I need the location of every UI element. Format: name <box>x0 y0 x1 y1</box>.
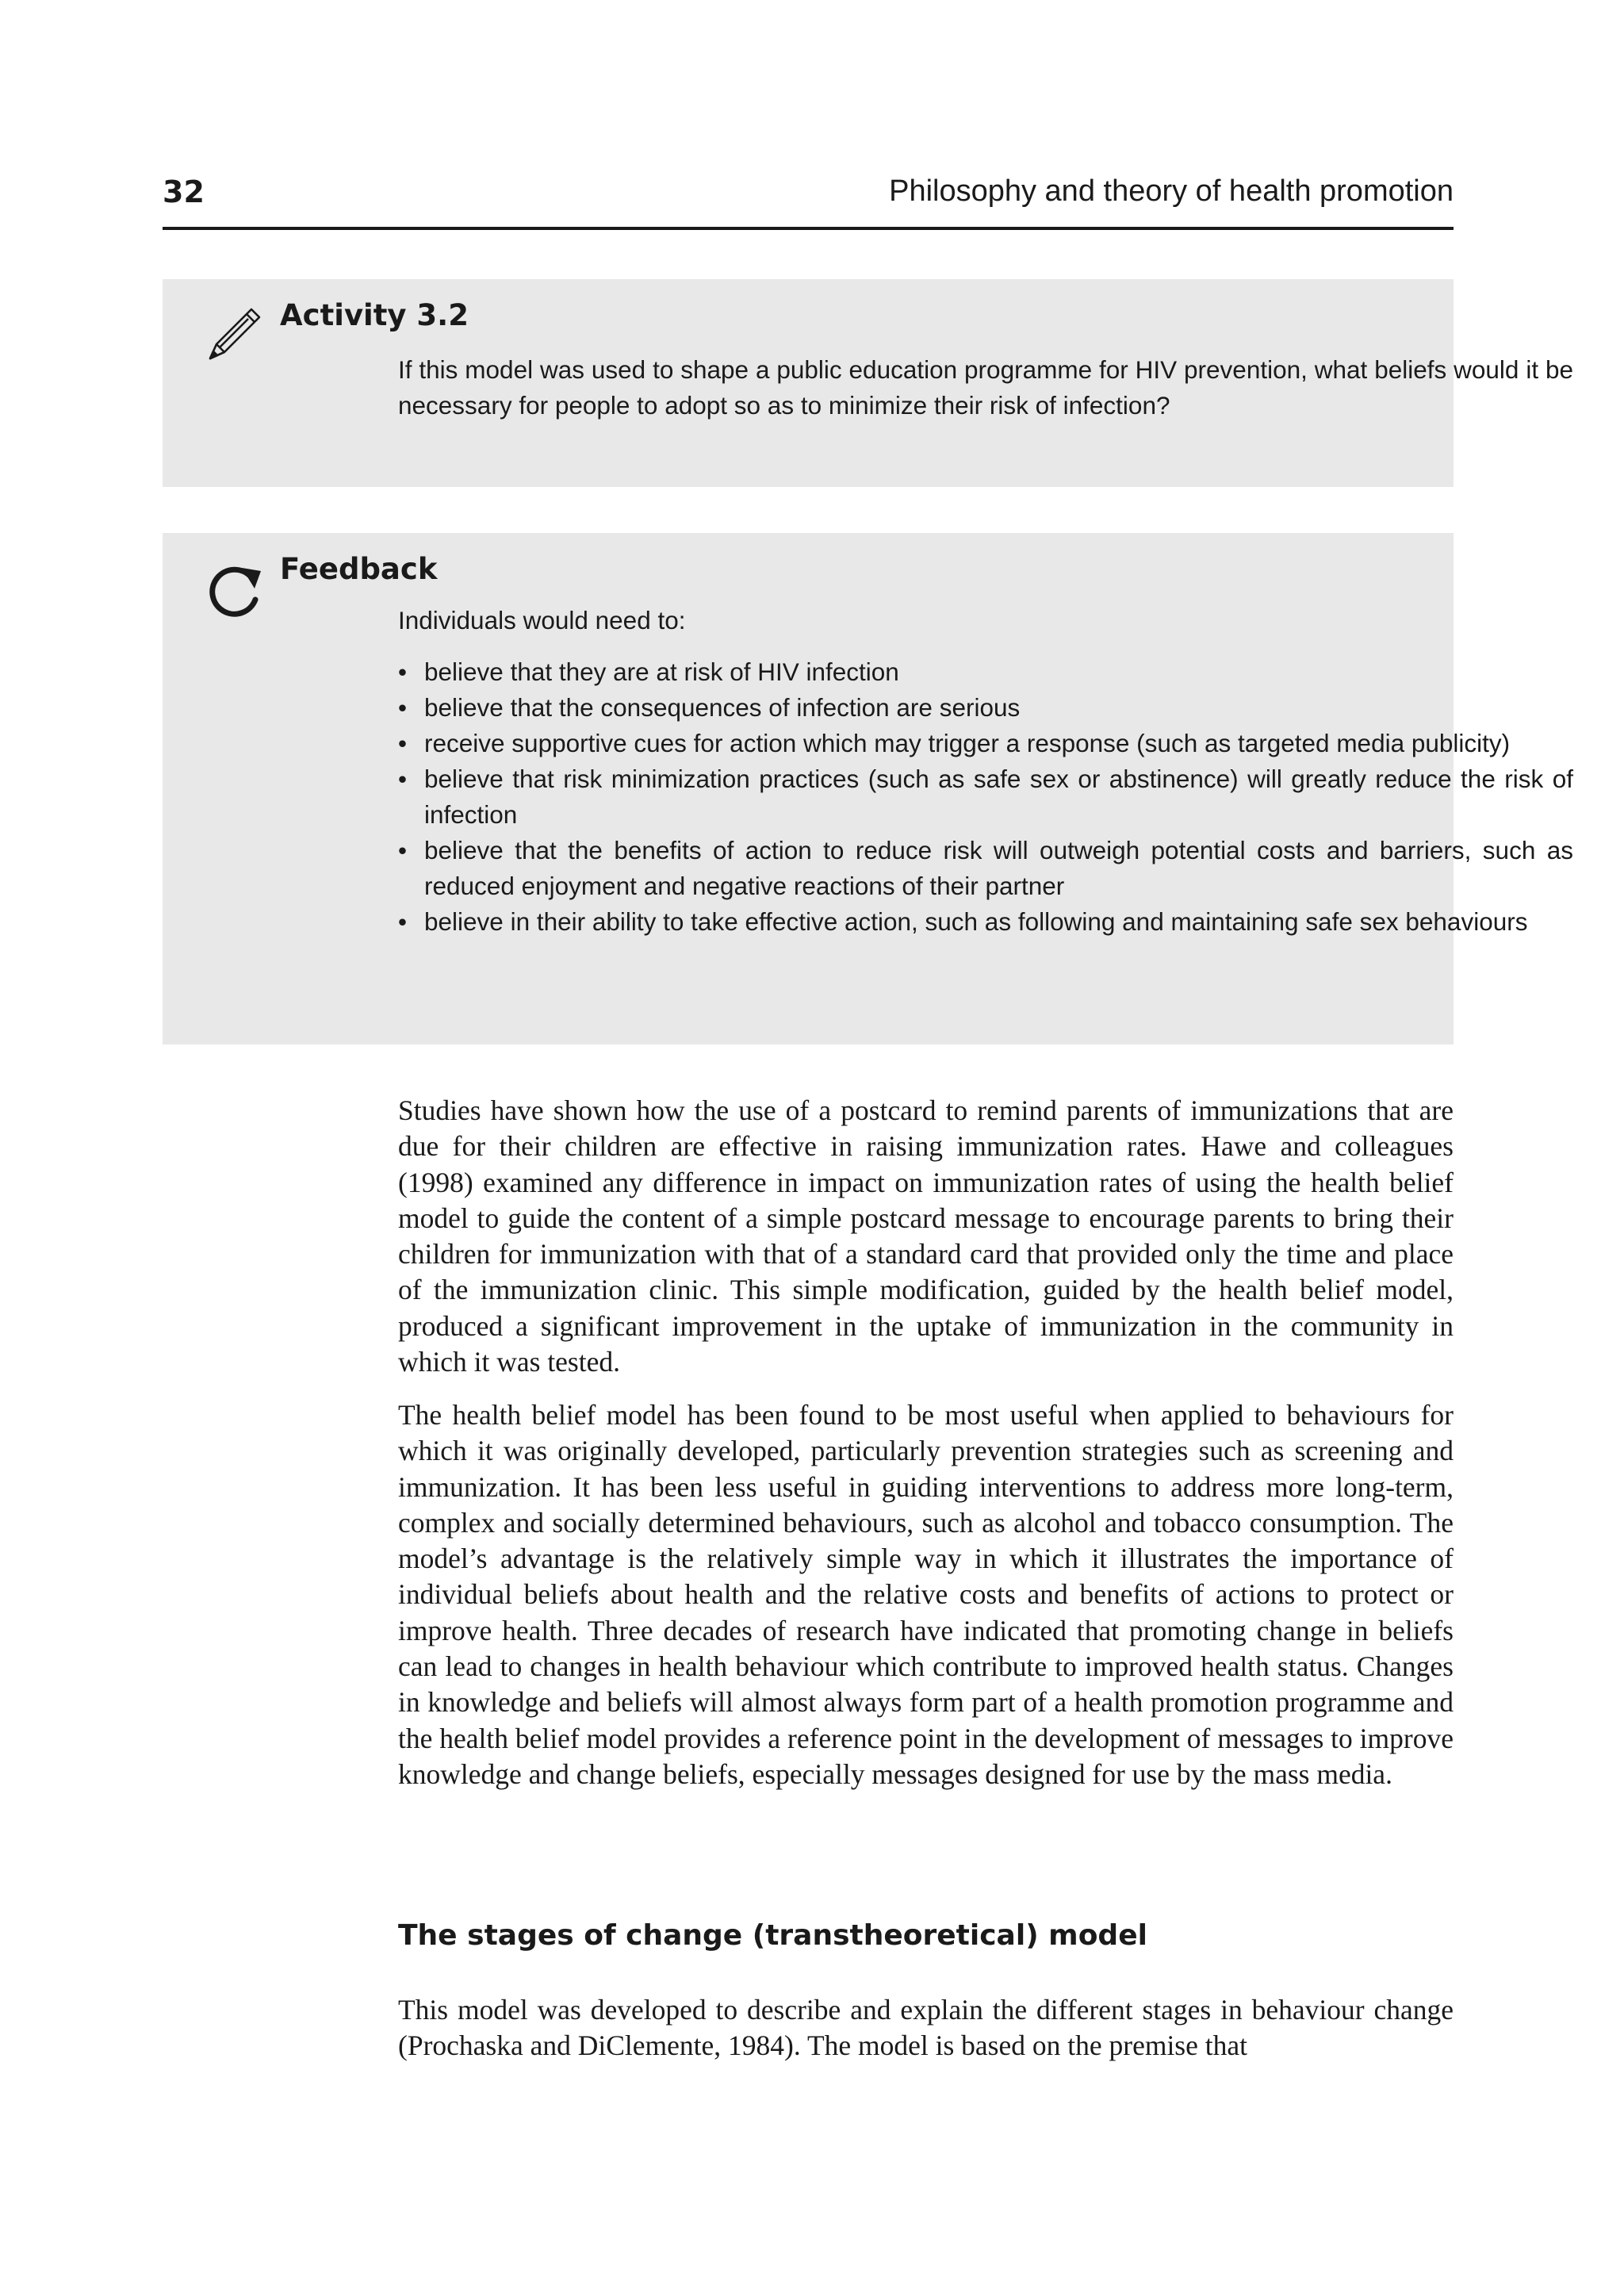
pencil-icon <box>202 303 266 370</box>
body-paragraph: This model was developed to describe and explain the different stages in behaviour change (Prochaska and DiClemente, 1984). The model is based on the premise that <box>398 1994 1454 2062</box>
feedback-title: Feedback <box>280 552 438 586</box>
running-title: Philosophy and theory of health promotion <box>889 174 1454 208</box>
activity-title: Activity 3.2 <box>280 298 469 332</box>
section-heading: The stages of change (transtheoretical) model <box>398 1919 1147 1952</box>
refresh-arrow-icon <box>202 560 266 627</box>
page-number: 32 <box>163 174 205 209</box>
list-item: • believe that risk minimization practices (such as safe sex or abstinence) will greatly reduce the risk of infection <box>398 761 1573 833</box>
running-header <box>163 174 1454 230</box>
body-paragraph: The health belief model has been found to be most useful when applied to behaviours for which it was originally developed, particularly prevention strategies such as screening and immunization. It has been less useful in guiding interventions to address more long-term, complex and socially determined behaviours, such as alcohol and tobacco consumption. The model’s advantage is the relatively simple way in which it illustrates the importance of individual beliefs about health and the relative costs and benefits of actions to protect or improve health. Three decades of research have indicated that promoting change in beliefs can lead to changes in health behaviour which contribute to improved health status. Changes in knowledge and beliefs will almost always form part of a health promotion programme and the health belief model provides a reference point in the development of messages to improve knowledge and change beliefs, especially messages designed for use by the mass media. <box>398 1399 1454 1790</box>
feedback-box <box>163 533 1573 1044</box>
activity-box <box>163 279 1573 487</box>
list-item: • receive supportive cues for action which may trigger a response (such as targeted media publicity) <box>398 726 1573 761</box>
feedback-intro: Individuals would need to: <box>398 606 686 634</box>
list-item: • believe that they are at risk of HIV infection <box>398 654 1573 690</box>
feedback-list <box>398 654 1573 940</box>
list-item: • believe that the benefits of action to reduce risk will outweigh potential costs and barriers, such as reduced enjoyment and negative reactions of their partner <box>398 833 1573 904</box>
activity-question: If this model was used to shape a public education programme for HIV prevention, what beliefs would it be necessary for people to adopt so as to minimize their risk of infection? <box>398 355 1573 420</box>
list-item: • believe that the consequences of infection are serious <box>398 690 1573 726</box>
list-item: • believe in their ability to take effective action, such as following and maintaining safe sex behaviours <box>398 904 1573 940</box>
body-paragraph: Studies have shown how the use of a postcard to remind parents of immunizations that are due for their children are effective in raising immunization rates. Hawe and colleagues (1998) examined any difference in impact on immunization rates of using the health belief model to guide the content of a simple postcard message to encourage parents to bring their children for immunization with that of a standard card that provided only the time and place of the immunization clinic. This simple modification, guided by the health belief model, produced a significant improvement in the uptake of immunization in the community in which it was tested. <box>398 1094 1454 1378</box>
